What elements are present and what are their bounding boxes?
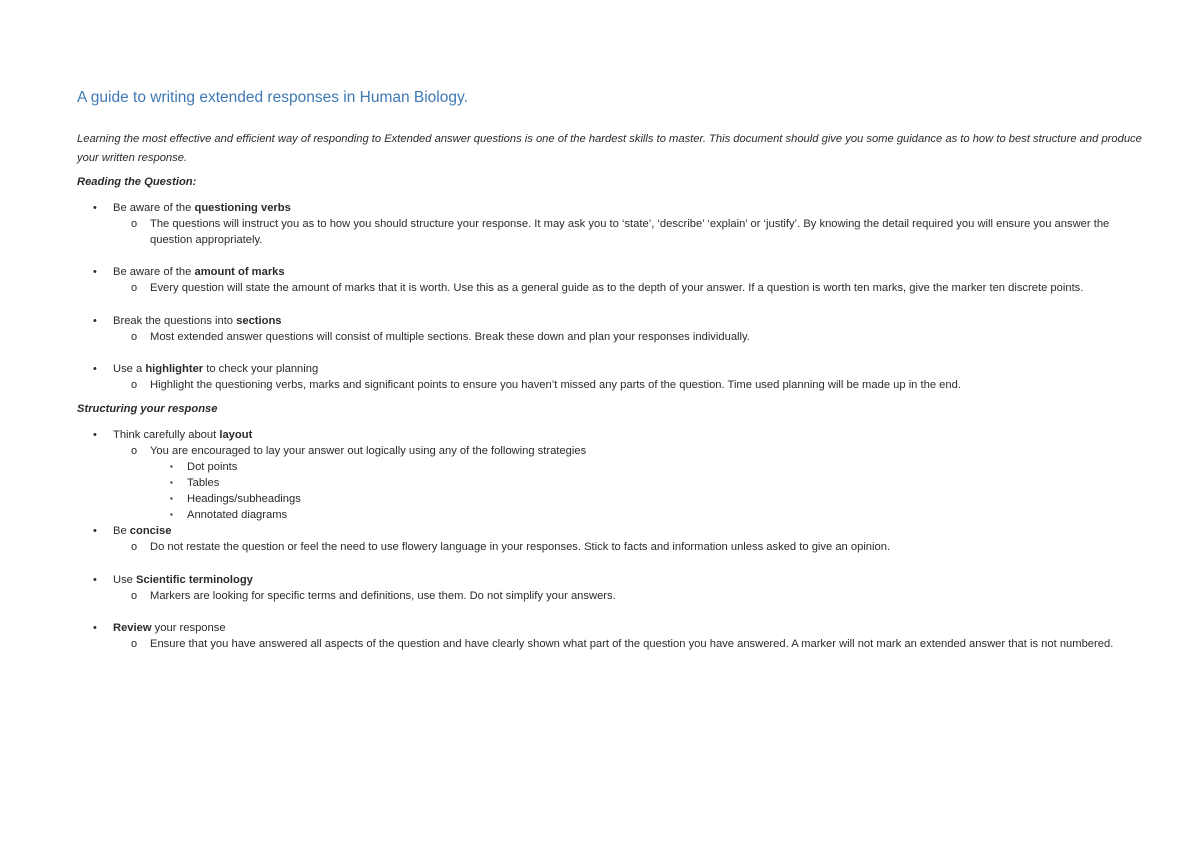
sub-bullet-marker: o: [131, 331, 138, 343]
list-item: Use Scientific terminology: [113, 574, 253, 586]
sub-list-item: Every question will state the amount of marks that it is worth. Use this as a general guide as to the depth of your answer. If a question is worth ten marks, give the marker ten discrete points.: [150, 282, 1084, 294]
bullet-marker: •: [93, 429, 97, 441]
bullet-marker: •: [93, 202, 97, 214]
bullet-marker: •: [93, 266, 97, 278]
list-item: Be aware of the amount of marks: [113, 266, 285, 278]
list-item: Be aware of the questioning verbs: [113, 202, 291, 214]
sub-list-item: You are encouraged to lay your answer out logically using any of the following strategies: [150, 445, 587, 457]
sub-bullet-marker: o: [131, 638, 138, 650]
list-item: Use a highlighter to check your planning: [113, 363, 319, 375]
list-item: Be concise: [113, 525, 172, 537]
sub-bullet-marker: o: [131, 541, 138, 553]
sub-bullet-marker: o: [131, 445, 138, 457]
square-bullet-marker: ▪: [170, 478, 173, 487]
sub-list-item: Do not restate the question or feel the need to use flowery language in your responses. Stick to facts and information unless asked to give an opinion.: [150, 541, 891, 553]
nested-list-item: Headings/subheadings: [187, 493, 301, 505]
list-item: Break the questions into sections: [113, 315, 282, 327]
square-bullet-marker: ▪: [170, 494, 173, 503]
bullet-marker: •: [93, 525, 97, 537]
bullet-marker: •: [93, 363, 97, 375]
section-heading-reading: Reading the Question:: [77, 176, 197, 188]
list-item: Review your response: [113, 622, 226, 634]
square-bullet-marker: ▪: [170, 462, 173, 471]
sub-bullet-marker: o: [131, 218, 138, 230]
document-title: A guide to writing extended responses in Human Biology.: [77, 89, 468, 106]
nested-list-item: Tables: [187, 477, 220, 489]
nested-list-item: Dot points: [187, 461, 238, 473]
bullet-marker: •: [93, 622, 97, 634]
intro-paragraph: Learning the most effective and efficient way of responding to Extended answer questions is one of the hardest skills to master. This document should give you some guidance as to how to best structure and produce your written response.: [77, 133, 1142, 164]
sub-bullet-marker: o: [131, 590, 138, 602]
sub-list-item: Markers are looking for specific terms and definitions, use them. Do not simplify your answers.: [150, 590, 616, 602]
square-bullet-marker: ▪: [170, 510, 173, 519]
list-item: Think carefully about layout: [113, 429, 253, 441]
sub-list-item: The questions will instruct you as to how you should structure your response. It may ask you to ‘state’, ‘describe’ ‘explain’ or ‘justify’. By knowing the detail required you will ensure you answer the question appropriately.: [150, 218, 1110, 246]
sub-bullet-marker: o: [131, 379, 138, 391]
sub-list-item: Most extended answer questions will consist of multiple sections. Break these down and plan your responses individually.: [150, 331, 750, 343]
nested-list-item: Annotated diagrams: [187, 509, 288, 521]
section-heading-structuring: Structuring your response: [77, 403, 218, 415]
bullet-marker: •: [93, 315, 97, 327]
sub-bullet-marker: o: [131, 282, 138, 294]
sub-list-item: Ensure that you have answered all aspects of the question and have clearly shown what part of the question you have answered. A marker will not mark an extended answer that is not numbered.: [150, 638, 1114, 650]
sub-list-item: Highlight the questioning verbs, marks and significant points to ensure you haven’t missed any parts of the question. Time used planning will be made up in the end.: [150, 379, 961, 391]
bullet-marker: •: [93, 574, 97, 586]
